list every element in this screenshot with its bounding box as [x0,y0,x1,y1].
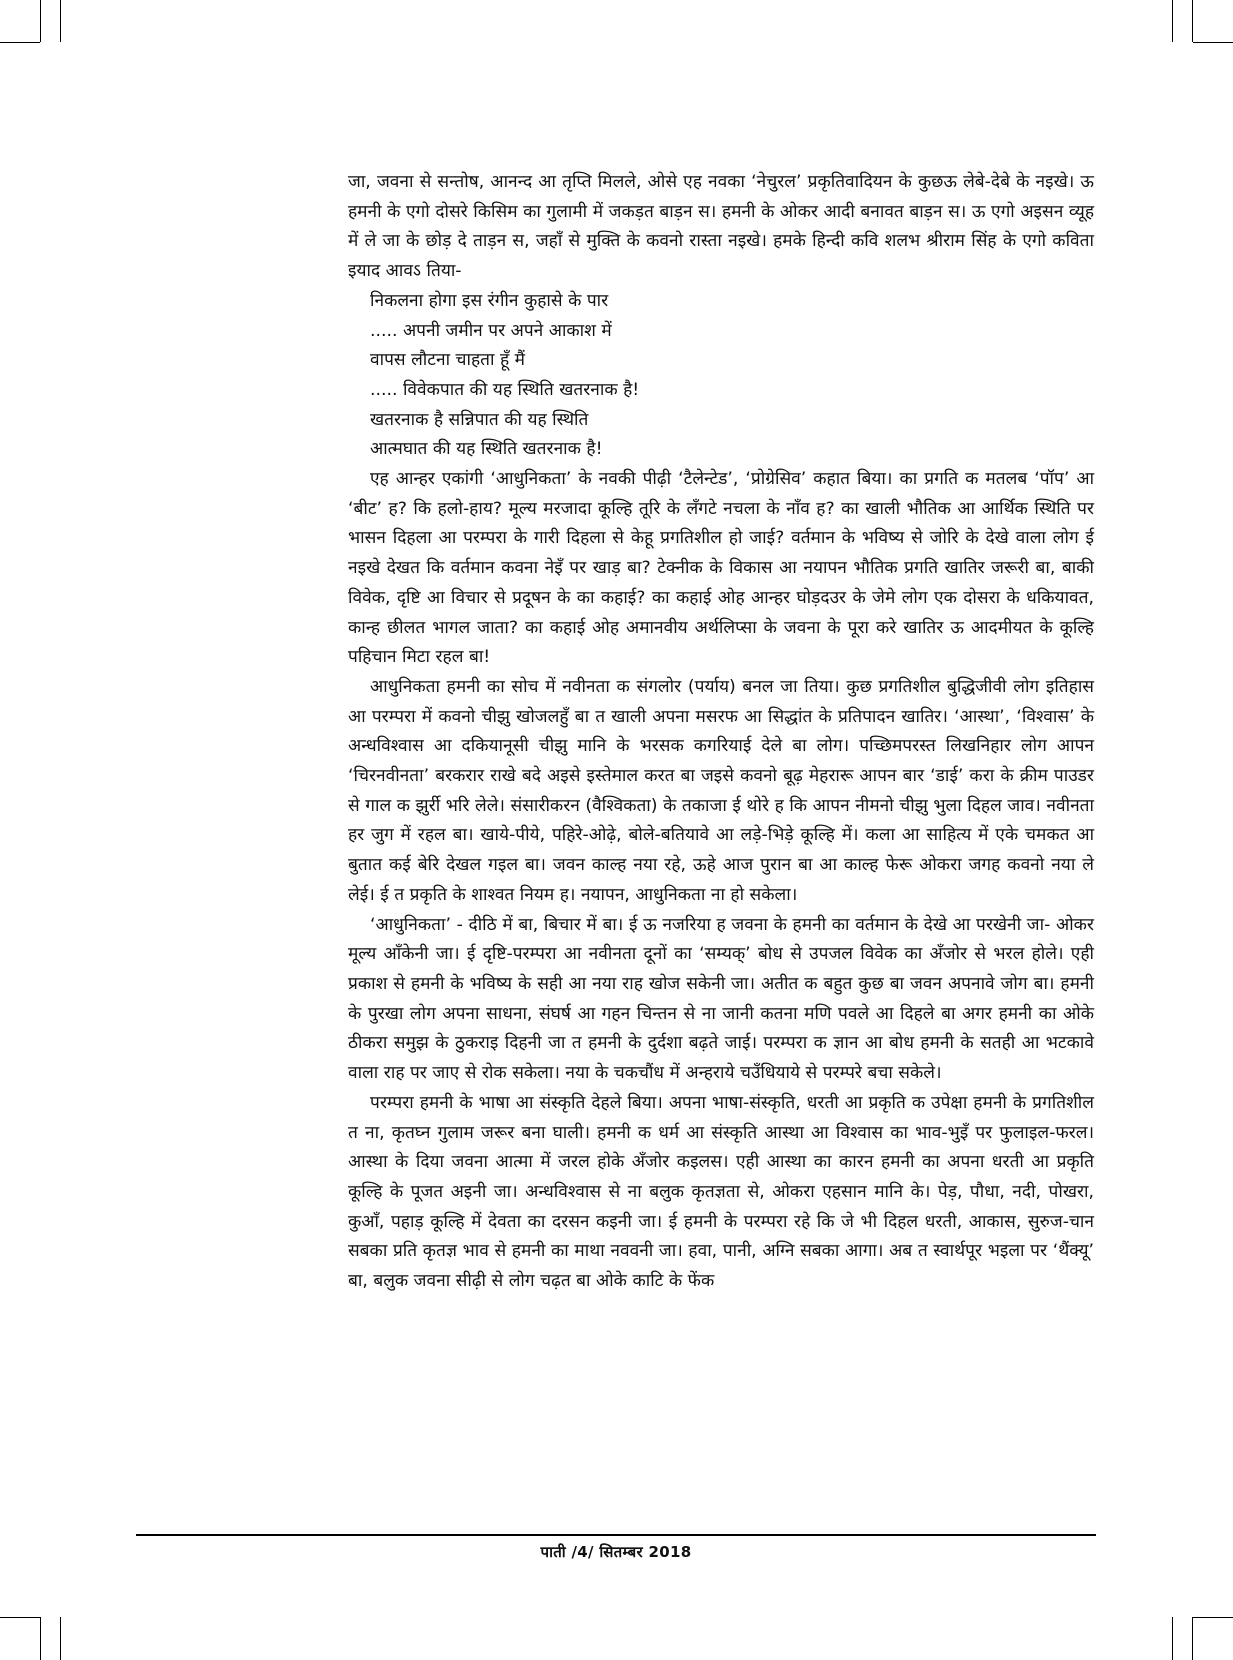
crop-mark [1172,1617,1173,1660]
poem-line: निकलना होगा इस रंगीन कुहासे के पार [370,290,609,311]
crop-mark [1193,1617,1233,1618]
crop-mark [1172,0,1173,42]
poem-line: आत्मघात की यह स्थिति खतरनाक है! [370,439,603,460]
poem-line: ..... विवेकपात की यह स्थिति खतरनाक है! [370,379,640,400]
crop-mark [0,1617,40,1618]
paragraph: जा, जवना से सन्तोष, आनन्द आ तृप्ति मिलले, ओसे एह नवका ‘नेचुरल’ प्रकृतिवादियन के कुछऊ लेबे-देबे के नइखे। ऊ हमनी के एगो दोसरे किसिम का गुलामी में जकड़त बाड़न स। हमनी के ओकर आदी बनावत बाड़न स। ऊ एगो अइसन व्यूह में ले जा के छोड़ दे ताड़न स, जहाँ से मुक्ति के कवनो रास्ता नइखे। हमके हिन्दी कवि शलभ श्रीराम सिंह के एगो कविता इयाद आवऽ तिया- [348,172,1094,282]
page-footer: पाती /4/ सितम्बर 2018 [540,1543,692,1561]
crop-mark [1193,42,1233,43]
crop-mark [60,1617,61,1660]
crop-mark [1192,0,1193,42]
footer-rule [136,1534,1096,1536]
poem-line: वापस लौटना चाहता हूँ मैं [370,350,525,371]
crop-mark [0,42,40,43]
poem-line: खतरनाक है सन्निपात की यह स्थिति [370,409,589,430]
poem-quote [348,287,1094,465]
crop-mark [40,1617,41,1660]
crop-mark [40,0,41,42]
poem-line: ..... अपनी जमीन पर अपने आकाश में [370,320,612,341]
paragraph: परम्परा हमनी के भाषा आ संस्कृति देहले बिया। अपना भाषा-संस्कृति, धरती आ प्रकृति क उपेक्षा हमनी के प्रगतिशील त ना, कृतघ्न गुलाम जरूर बना घाली। हमनी क धर्म आ संस्कृति आस्था आ विश्वास का भाव-भुइँ पर फुलाइल-फरल। आस्था के दिया जवना आत्मा में जरल होके अँजोर कइलस। एही आस्था का कारन हमनी का अपना धरती आ प्रकृति कूल्हि के पूजत अइनी जा। अन्धविश्वास से ना बलुक कृतज्ञता से, ओकरा एहसान मानि के। पेड़, पौधा, नदी, पोखरा, कुआँ, पहाड़ कूल्हि में देवता का दरसन कइनी जा। ई हमनी के परम्परा रहे कि जे भी दिहल धरती, आकास, सुरुज-चान सबका प्रति कृतज्ञ भाव से हमनी का माथा नववनी जा। हवा, पानी, अग्नि सबका आगा। अब त स्वार्थपूर भइला पर ‘थैंक्यू’ बा, बलुक जवना सीढ़ी से लोग चढ़त बा ओके काटि के फेंक [348,1092,1094,1292]
paragraph: आधुनिकता हमनी का सोच में नवीनता क संगलोर (पर्याय) बनल जा तिया। कुछ प्रगतिशील बुद्धिजीवी लोग इतिहास आ परम्परा में कवनो चीझु खोजलहुँ बा त खाली अपना मसरफ आ सिद्धांत के प्रतिपादन खातिर। ‘आस्था’, ‘विश्वास’ के अन्धविश्वास आ दकियानूसी चीझु मानि के भरसक कगरियाई देले बा लोग। पच्छिमपरस्त लिखनिहार लोग आपन ‘चिरनवीनता’ बरकरार राखे बदे अइसे इस्तेमाल करत बा जइसे कवनो बूढ़ मेहरारू आपन बार ‘डाई’ करा के क्रीम पाउडर से गाल क झुर्री भरि लेले। संसारीकरन (वैश्विकता) के तकाजा ई थोरे ह कि आपन नीमनो चीझु भुला दिहल जाव। नवीनता हर जुग में रहल बा। खाये-पीये, पहिरे-ओढ़े, बोले-बतियावे आ लड़े-भिड़े कूल्हि में। कला आ साहित्य में एके चमकत आ बुतात कई बेरि देखल गइल बा। जवन काल्ह नया रहे, ऊहे आज पुरान बा आ काल्ह फेरू ओकरा जगह कवनो नया ले लेई। ई त प्रकृति के शाश्वत नियम ह। नयापन, आधुनिकता ना हो सकेला। [348,676,1094,905]
article-body [348,168,1094,1297]
crop-mark [1192,1617,1193,1660]
crop-mark [60,0,61,42]
paragraph: एह आन्हर एकांगी ‘आधुनिकता’ के नवकी पीढ़ी ‘टैलेन्टेड’, ‘प्रोग्रेसिव’ कहात बिया। का प्रगति क मतलब ‘पॉप’ आ ‘बीट’ ह? कि हलो-हाय? मूल्य मरजादा कूल्हि तूरि के लँगटे नचला के नाँव ह? का खाली भौतिक आ आर्थिक स्थिति पर भासन दिहला आ परम्परा के गारी दिहला से केहू प्रगतिशील हो जाई? वर्तमान के भविष्य से जोरि के देखे वाला लोग ई नइखे देखत कि वर्तमान कवना नेइँ पर खाड़ बा? टेक्नीक के विकास आ नयापन भौतिक प्रगति खातिर जरूरी बा, बाकी विवेक, दृष्टि आ विचार से प्रदूषन के का कहाई? का कहाई ओह आन्हर घोड़दउर के जेमे लोग एक दोसरा के धकियावत, कान्ह छीलत भागल जाता? का कहाई ओह अमानवीय अर्थलिप्सा के जवना के पूरा करे खातिर ऊ आदमीयत के कूल्हि पहिचान मिटा रहल बा! [348,469,1094,668]
paragraph: ‘आधुनिकता’ - दीठि में बा, बिचार में बा। ई ऊ नजरिया ह जवना के हमनी का वर्तमान के देखे आ परखेनी जा- ओकर मूल्य आँकेनी जा। ई दृष्टि-परम्परा आ नवीनता दूनों का ‘सम्यक्’ बोध से उपजल विवेक का अँजोर से भरल होले। एही प्रकाश से हमनी के भविष्य के सही आ नया राह खोज सकेनी जा। अतीत क बहुत कुछ बा जवन अपनावे जोग बा। हमनी के पुरखा लोग अपना साधना, संघर्ष आ गहन चिन्तन से ना जानी कतना मणि पवले आ दिहले बा अगर हमनी का ओके ठीकरा समुझ के ठुकराइ दिहनी जा त हमनी के दुर्दशा बढ़ते जाई। परम्परा क ज्ञान आ बोध हमनी के सतही आ भटकावे वाला राह पर जाए से रोक सकेला। नया के चकचौंध में अन्हराये चउँधियाये से परम्परे बचा सकेले। [348,914,1094,1084]
